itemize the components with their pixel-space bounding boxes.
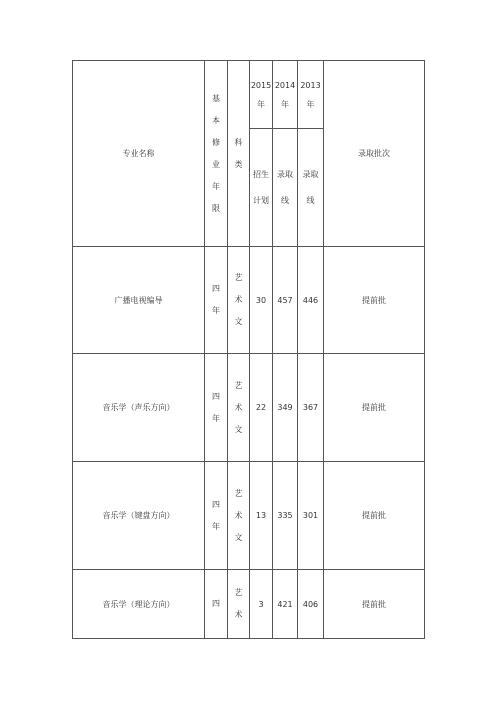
category-cell [228,462,250,570]
line-2014-cell: 335 [273,462,298,570]
header-duration-char: 基 [212,93,220,103]
header-admission-line-2013-line2: 线 [306,195,315,205]
plan-cell: 30 [250,247,273,354]
header-enrollment-plan [250,129,273,247]
header-duration-char: 业 [212,159,220,169]
header-admission-line-2014-line2: 线 [281,195,289,205]
header-admission-line-2013 [298,129,324,247]
header-category-char: 科 [234,137,243,147]
plan-cell: 13 [250,462,273,570]
duration-char: 四 [212,391,220,401]
major-name-cell: 音乐学（理论方向） [73,570,205,639]
duration-cell [205,247,228,354]
duration-char: 年 [212,413,220,423]
header-year-2014 [273,61,298,129]
header-row-top [73,61,425,129]
header-admission-line-2013-line1: 录取 [302,169,319,179]
duration-text [211,593,221,615]
header-category-text [234,132,244,176]
table-row [73,462,425,570]
header-year-2013 [298,61,324,129]
duration-text [211,386,221,430]
major-name-cell: 音乐学（键盘方向） [73,462,205,570]
table-row [73,570,425,639]
category-char: 艺 [234,488,243,498]
header-duration [205,61,228,247]
line-2013-cell: 301 [298,462,324,570]
line-2013-cell: 406 [298,570,324,639]
duration-cell [205,462,228,570]
duration-char: 年 [212,521,220,531]
category-char: 术 [234,510,243,520]
major-name-cell: 广播电视编导 [73,247,205,354]
category-char: 术 [234,295,243,304]
category-text [234,582,244,626]
plan-cell: 22 [250,354,273,462]
header-year-2015 [250,61,273,129]
category-text [234,375,244,441]
plan-cell: 3 [250,570,273,639]
category-char: 艺 [234,588,243,597]
line-2013-cell: 446 [298,247,324,354]
batch-cell: 提前批 [324,247,425,354]
header-batch: 录取批次 [324,61,425,247]
category-text [234,267,244,333]
year-number: 2013 [300,80,321,90]
header-duration-char: 年 [212,181,220,191]
duration-cell [205,354,228,462]
header-admission-line-2014 [273,129,298,247]
category-cell [228,354,250,462]
category-char: 艺 [234,273,243,282]
header-category-char: 类 [234,159,243,169]
category-char: 文 [234,317,243,326]
year-suffix: 年 [281,99,289,109]
header-admission-line-2014-line1: 录取 [277,169,293,179]
year-number: 2015 [250,80,272,90]
line-2014-cell: 457 [273,247,298,354]
category-char: 文 [234,424,243,434]
header-enrollment-plan-line2: 计划 [253,195,269,205]
header-major-name: 专业名称 [73,61,205,247]
category-char: 术 [234,402,243,412]
batch-cell: 提前批 [324,570,425,639]
duration-char: 四 [212,499,220,509]
category-text [234,483,244,549]
major-name-cell: 音乐学（声乐方向） [73,354,205,462]
duration-char: 年 [212,306,220,315]
year-number: 2014 [274,80,296,90]
batch-cell: 提前批 [324,354,425,462]
category-char: 文 [234,532,243,542]
table-row [73,354,425,462]
year-suffix: 年 [306,99,315,109]
category-char: 术 [234,610,243,619]
duration-cell [205,570,228,639]
header-duration-char: 修 [212,137,220,147]
table-row [73,247,425,354]
line-2014-cell: 349 [273,354,298,462]
category-char: 艺 [234,380,243,390]
batch-cell: 提前批 [324,462,425,570]
header-duration-char: 限 [212,203,220,213]
header-duration-char: 本 [212,115,220,125]
header-category [228,61,250,247]
category-cell [228,247,250,354]
header-duration-text [211,88,221,220]
year-suffix: 年 [257,99,265,109]
line-2013-cell: 367 [298,354,324,462]
line-2014-cell: 421 [273,570,298,639]
header-enrollment-plan-line1: 招生 [253,169,269,179]
duration-char: 四 [212,284,220,293]
duration-char: 四 [212,599,220,608]
duration-text [211,278,221,322]
admission-table [72,60,425,639]
category-cell [228,570,250,639]
duration-text [211,494,221,538]
